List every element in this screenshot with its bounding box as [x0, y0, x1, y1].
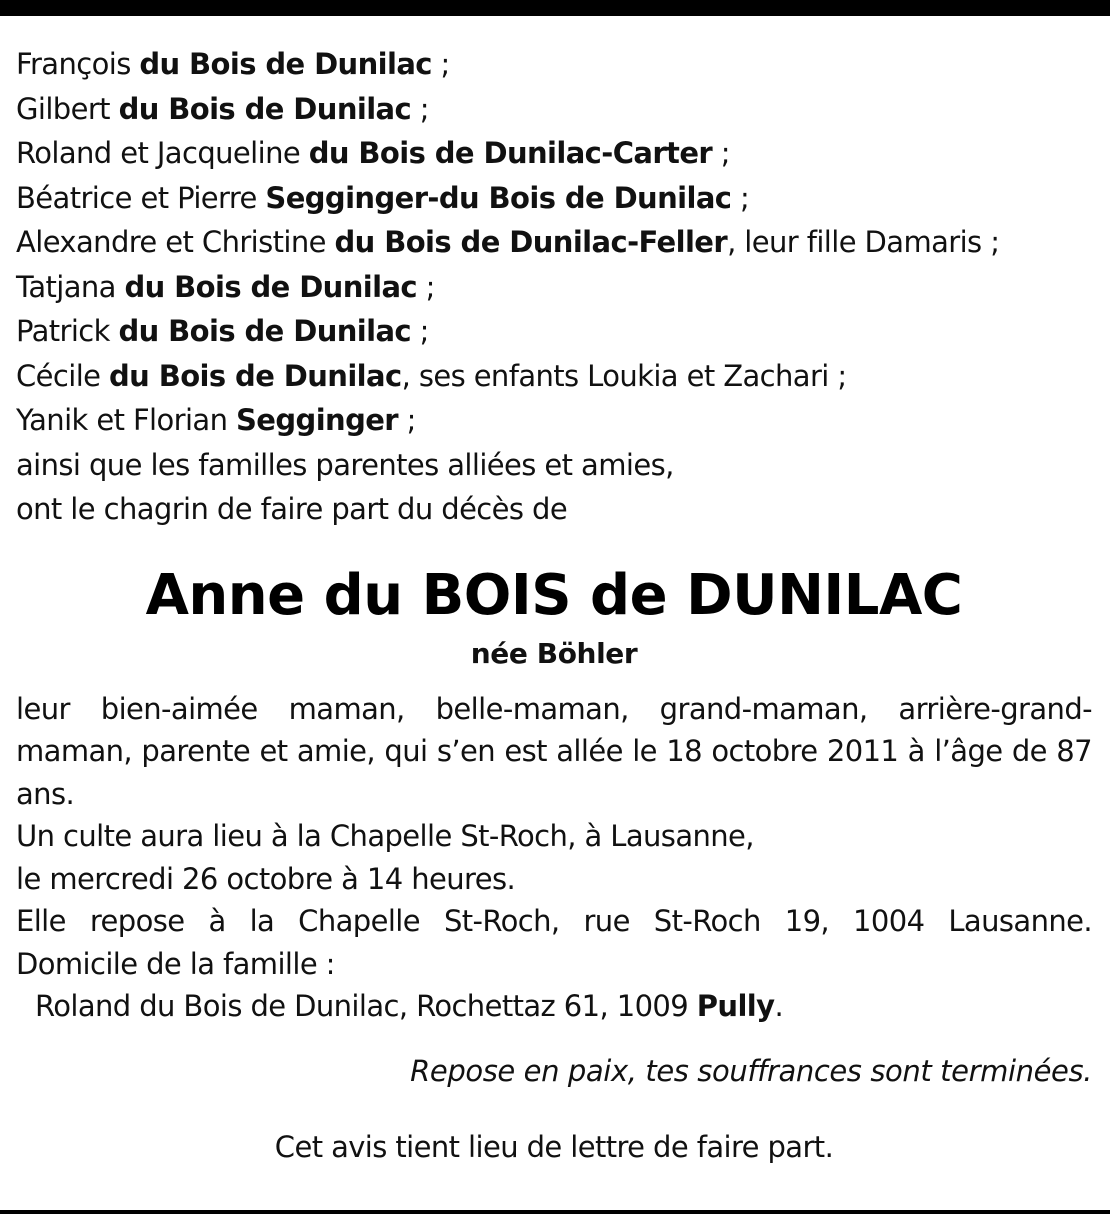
top-border-rule	[0, 0, 1110, 16]
mourner-line	[16, 131, 1092, 176]
mourner-surname: Segginger-du Bois de Dunilac	[265, 180, 732, 215]
mourner-suffix: , ses enfants Loukia et Zachari ;	[401, 358, 847, 393]
mourner-line	[16, 220, 1092, 265]
intro-line-announcement: ont le chagrin de faire part du décès de	[16, 492, 568, 526]
mourner-line	[16, 176, 1092, 221]
deceased-name: Anne du BOIS de DUNILAC	[145, 562, 963, 628]
mourner-suffix: ;	[731, 180, 750, 215]
service-line-location: Un culte aura lieu à la Chapelle St-Roch, à Lausanne,	[16, 819, 754, 853]
mourner-first-names: François	[16, 47, 140, 81]
announcement-intro	[16, 443, 1092, 532]
tribute-paragraph: leur bien-aimée maman, belle-maman, grand-maman, arrière-grand-maman, parente et amie, qui s’en est allée le 18 octobre 2011 à l’âge de 87 ans.	[16, 691, 1092, 811]
deceased-maiden-name: née Böhler	[470, 636, 638, 670]
domicile-city: Pully	[696, 989, 775, 1023]
domicile-end: .	[774, 989, 784, 1023]
bottom-border-rule	[0, 1210, 1110, 1214]
intro-line-families: ainsi que les familles parentes alliées et amies,	[16, 447, 674, 482]
mourner-surname: du Bois de Dunilac-Feller	[334, 225, 728, 259]
domicile-address	[16, 985, 1092, 1028]
mourner-line	[16, 42, 1092, 87]
mourner-first-names: Gilbert	[16, 91, 119, 126]
mourner-surname: du Bois de Dunilac	[109, 358, 402, 393]
mourner-suffix: ;	[712, 136, 730, 170]
mourner-surname: du Bois de Dunilac	[139, 47, 432, 81]
mourner-suffix: , leur fille Damaris ;	[727, 225, 1000, 259]
mourner-first-names: Tatjana	[16, 269, 125, 304]
mourner-surname: Segginger	[236, 403, 399, 437]
mourner-line	[16, 398, 1092, 443]
mourner-line	[16, 309, 1092, 354]
mourner-line	[16, 354, 1092, 399]
mourner-line	[16, 265, 1092, 310]
mourner-first-names: Yanik et Florian	[16, 403, 237, 437]
domicile-label: Domicile de la famille :	[16, 946, 335, 981]
mourner-first-names: Béatrice et Pierre	[16, 180, 266, 215]
mourner-surname: du Bois de Dunilac	[118, 314, 412, 348]
mourner-suffix: ;	[411, 314, 429, 348]
mourners-list	[16, 42, 1092, 443]
closing-quote: Repose en paix, tes souffrances sont terminées.	[410, 1053, 1092, 1088]
mourner-first-names: Alexandre et Christine	[16, 225, 335, 259]
mourner-suffix: ;	[417, 269, 435, 304]
mourner-first-names: Patrick	[16, 314, 119, 348]
mourner-first-names: Roland et Jacqueline	[16, 136, 309, 170]
mourner-suffix: ;	[398, 403, 416, 437]
mourner-suffix: ;	[431, 47, 450, 81]
mourner-surname: du Bois de Dunilac	[118, 91, 412, 126]
mourner-line	[16, 87, 1092, 132]
obituary-details	[16, 688, 1092, 1028]
mourner-first-names: Cécile	[16, 358, 110, 393]
mourner-surname: du Bois de Dunilac	[124, 269, 418, 304]
mourner-surname: du Bois de Dunilac-Carter	[308, 136, 713, 170]
obituary-notice	[16, 42, 1092, 1168]
mourner-suffix: ;	[411, 91, 429, 126]
domicile-street: Roland du Bois de Dunilac, Rochettaz 61, 1009	[35, 989, 697, 1023]
service-line-date: le mercredi 26 octobre à 14 heures.	[16, 861, 516, 896]
repose-line: Elle repose à la Chapelle St-Roch, rue St-Roch 19, 1004 Lausanne.	[16, 904, 1092, 938]
notice-line: Cet avis tient lieu de lettre de faire part.	[274, 1129, 834, 1164]
